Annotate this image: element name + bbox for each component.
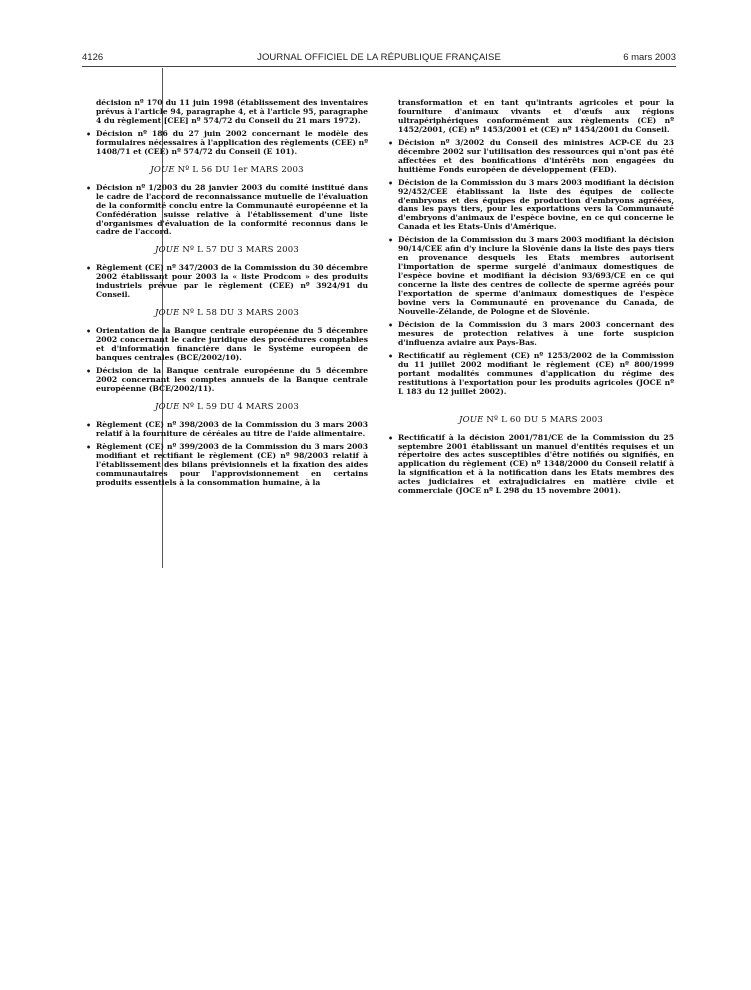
entry-decision-186: • Décision nº 186 du 27 juin 2002 concernant le modèle des formulaires nécessaires à l'application des règlements (CEE) nº 1408/71 et (CEE) nº 574/72 du Conseil (E 101). bbox=[86, 130, 368, 157]
issue-date: 6 mars 2003 bbox=[623, 52, 676, 63]
entry-decision-sperme: • Décision de la Commission du 3 mars 2003 modifiant la décision 90/14/CEE afin d'y inclure la Slovénie dans la liste des pays tiers en provenance desquels les Etats membres autorisent l'importation de sperme surgelé d'animaux domestiques de l'espèce bovine et modifiant la décision 93/693/CE en ce qui concerne la liste des centres de collecte de sperme agréés pour l'exportation de sperme d'animaux domestiques de l'espèce bovine vers la Communauté en provenance du Canada, de Nouvelle-Zélande, de Pologne et de Slovénie. bbox=[388, 236, 674, 317]
entry-decision-embryons: • Décision de la Commission du 3 mars 2003 modifiant la décision 92/452/CEE établissant la liste des équipes de collecte d'embryons et des équipes de production d'embryons agréées, dans les pays tiers, pour les exportations vers la Communauté d'embryons d'animaux de l'espèce bovine, en ce qui concerne le Canada et les Etats-Unis d'Amérique. bbox=[388, 179, 674, 233]
journal-title: JOURNAL OFFICIEL DE LA RÉPUBLIQUE FRANÇAISE bbox=[257, 52, 501, 63]
issue-heading-l56: JOUE Nº L 56 DU 1er MARS 2003 bbox=[150, 164, 304, 175]
issue-heading-l57: JOUE Nº L 57 DU 3 MARS 2003 bbox=[154, 245, 300, 256]
issue-heading-l58: JOUE Nº L 58 DU 3 MARS 2003 bbox=[154, 308, 300, 319]
entry-regulation-347: • Règlement (CE) nº 347/2003 de la Commission du 30 décembre 2002 établissant pour 2003 la « liste Prodcom » des produits industriels prévue par le règlement (CEE) nº 3924/91 du Conseil. bbox=[86, 264, 368, 300]
page-header bbox=[82, 52, 676, 67]
right-column bbox=[388, 99, 674, 500]
entry-rectificatif-781: • Rectificatif à la décision 2001/781/CE de la Commission du 25 septembre 2001 établissant un manuel d'entités requises et un répertoire des actes susceptibles d'être notifiés ou signifiés, en application du règlement (CE) nº 1348/2000 du Conseil relatif à la signification et à la notification dans les Etats membres des actes judiciaires et extrajudiciaires en matière civile et commerciale (JOCE nº L 298 du 15 novembre 2001). bbox=[388, 434, 674, 497]
page-number: 4126 bbox=[82, 52, 104, 63]
entry-regulation-398: • Règlement (CE) nº 398/2003 de la Commission du 3 mars 2003 relatif à la fourniture de céréales au titre de l'aide alimentaire. bbox=[86, 421, 368, 439]
entry-continuation: décision nº 170 du 11 juin 1998 (établissement des inventaires prévus à l'article 94, paragraphe 4, et à l'article 95, paragraphe 4 du règlement [CEE] nº 574/72 du Conseil du 21 mars 1972). bbox=[96, 98, 368, 125]
entry-decision-1-2003: • Décision nº 1/2003 du 28 janvier 2003 du comité institué dans le cadre de l'accord de reconnaissance mutuelle de l'évaluation de la conformité conclu entre la Communauté européenne et la Confédération suisse relative à l'établissement d'une liste d'organismes d'évaluation de la conformité reconnus dans le cadre de l'accord. bbox=[86, 184, 368, 238]
entry-decision-influenza: • Décision de la Commission du 3 mars 2003 concernant des mesures de protection relatives à une forte suspicion d'influenza aviaire aux Pays-Bas. bbox=[388, 321, 674, 348]
entry-orientation-bce: • Orientation de la Banque centrale européenne du 5 décembre 2002 concernant le cadre juridique des procédures comptables et d'information financière dans le Système européen de banques centrales (BCE/2002/10). bbox=[86, 327, 368, 363]
entry-decision-bce: • Décision de la Banque centrale européenne du 5 décembre 2002 concernant les comptes annuels de la Banque centrale européenne (BCE/2002/11). bbox=[86, 367, 368, 394]
issue-heading-l59: JOUE Nº L 59 DU 4 MARS 2003 bbox=[154, 401, 300, 412]
issue-heading-l60: JOUE Nº L 60 DU 5 MARS 2003 bbox=[458, 414, 604, 425]
entry-decision-acp: • Décision nº 3/2002 du Conseil des ministres ACP-CE du 23 décembre 2002 sur l'utilisation des ressources qui n'ont pas été affectées et des bonifications d'intérêts non engagées du huitième Fonds européen de développement (FED). bbox=[388, 139, 674, 175]
entry-regulation-399: • Règlement (CE) nº 399/2003 de la Commission du 3 mars 2003 modifiant et rectifiant le règlement (CE) nº 98/2003 relatif à l'établissement des bilans prévisionnels et la fixation des aides communautaires pour l'approvisionnement en certains produits essentiels à la consommation humaine, à la bbox=[86, 443, 368, 488]
entry-rectificatif-1253: • Rectificatif au règlement (CE) nº 1253/2002 de la Commission du 11 juillet 2002 modifiant le règlement (CE) nº 800/1999 portant modalités communes d'application du régime des restitutions à l'exportation pour les produits agricoles (JOCE nº L 183 du 12 juillet 2002). bbox=[388, 352, 674, 397]
entry-continuation: transformation et en tant qu'intrants agricoles et pour la fourniture d'animaux vivants et d'œufs aux régions ultrapériphériques conformément aux règlements (CE) nº 1452/2001, (CE) nº 1453/2001 et (CE) nº 1454/2001 du Conseil. bbox=[398, 98, 674, 134]
left-column bbox=[86, 99, 368, 492]
